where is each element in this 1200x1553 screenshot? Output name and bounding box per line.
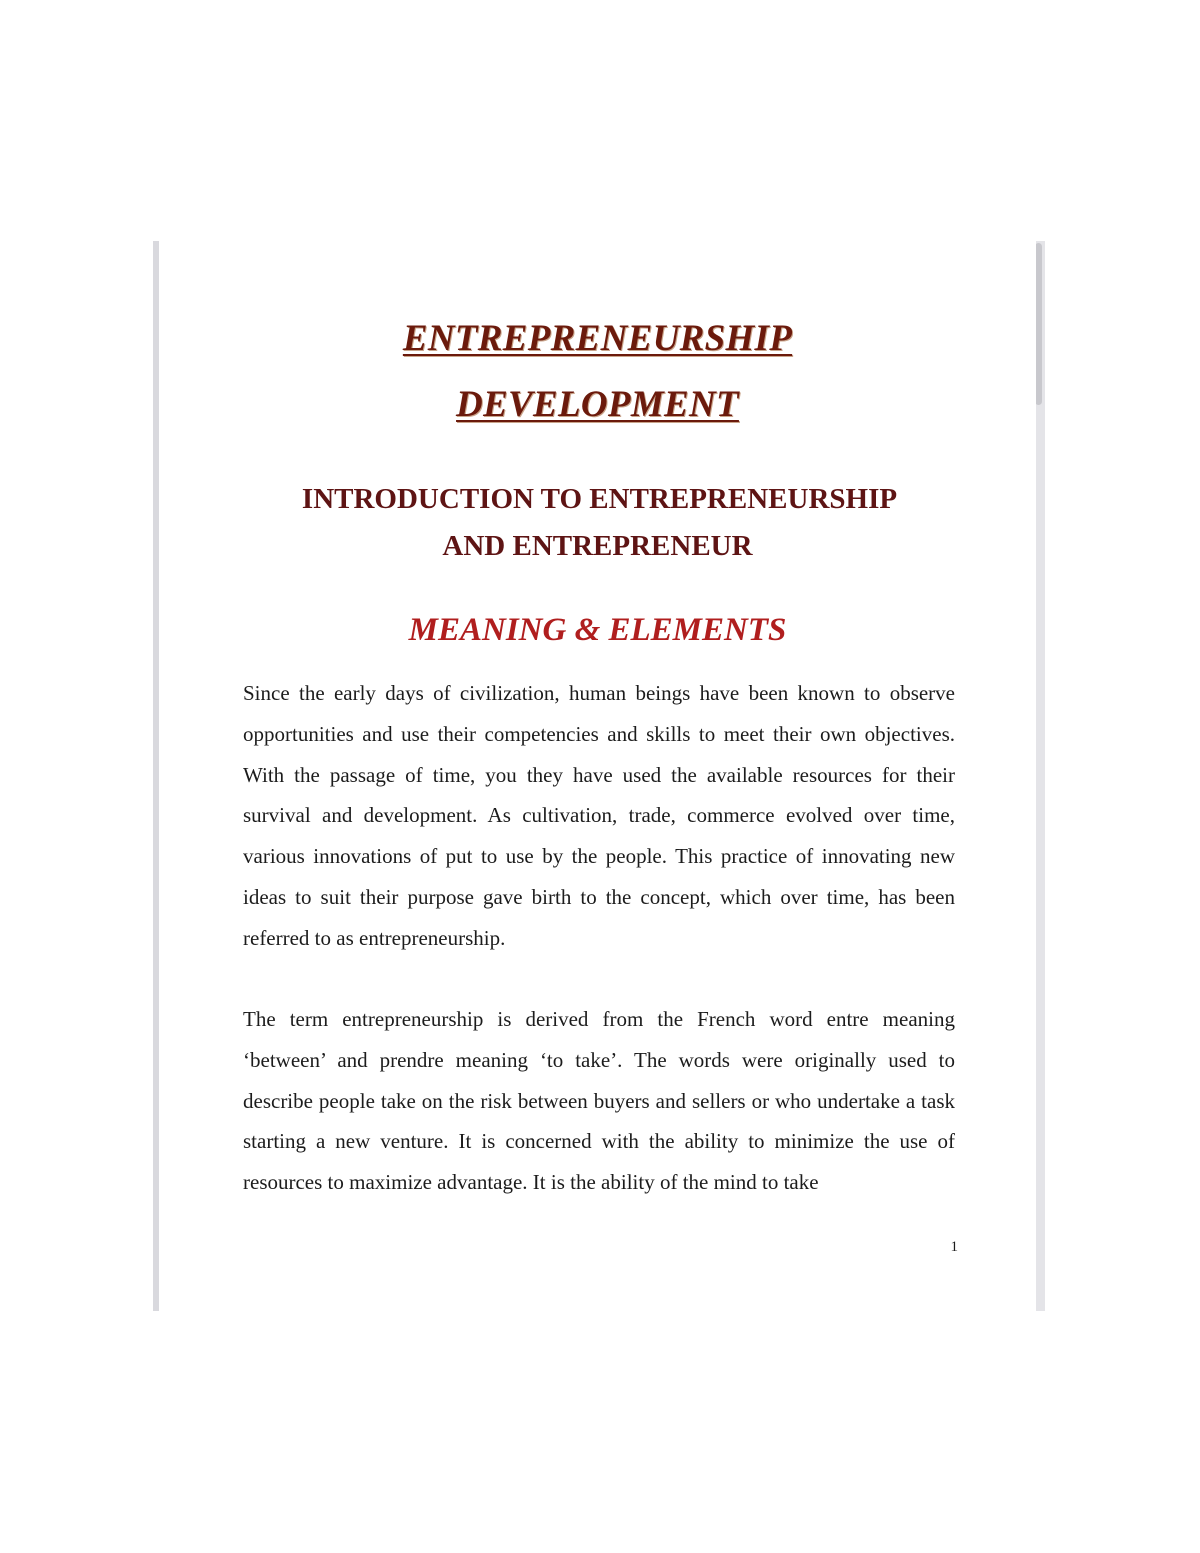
document-page — [159, 241, 1036, 1311]
paragraph-1: Since the early days of civilization, human beings have been known to observe opportunities and use their competencies and skills to meet their own objectives. With the passage of time, you they have used the available resources for their survival and development. As cultivation, trade, commerce evolved over time, various innovations of put to use by the people. This practice of innovating new ideas to suit their purpose gave birth to the concept, which over time, has been referred to as entrepreneurship. — [243, 681, 955, 950]
page-number: 1 — [950, 1239, 958, 1255]
paragraph-2: The term entrepreneurship is derived from the French word entre meaning ‘between’ and prendre meaning ‘to take’. The words were originally used to describe people take on the risk between buyers and sellers or who undertake a task starting a new venture. It is concerned with the ability to minimize the use of resources to maximize advantage. It is the ability of the mind to take — [243, 1007, 955, 1194]
document-title-line-1: ENTREPRENEURSHIP — [402, 318, 793, 359]
chapter-subtitle-line-2: AND ENTREPRENEUR — [442, 530, 753, 562]
scrollbar-thumb[interactable] — [1035, 243, 1042, 405]
section-heading: MEANING & ELEMENTS — [408, 612, 787, 648]
chapter-subtitle-line-1: INTRODUCTION TO ENTREPRENEURSHIP — [301, 483, 898, 515]
document-title-line-2: DEVELOPMENT — [456, 384, 739, 425]
